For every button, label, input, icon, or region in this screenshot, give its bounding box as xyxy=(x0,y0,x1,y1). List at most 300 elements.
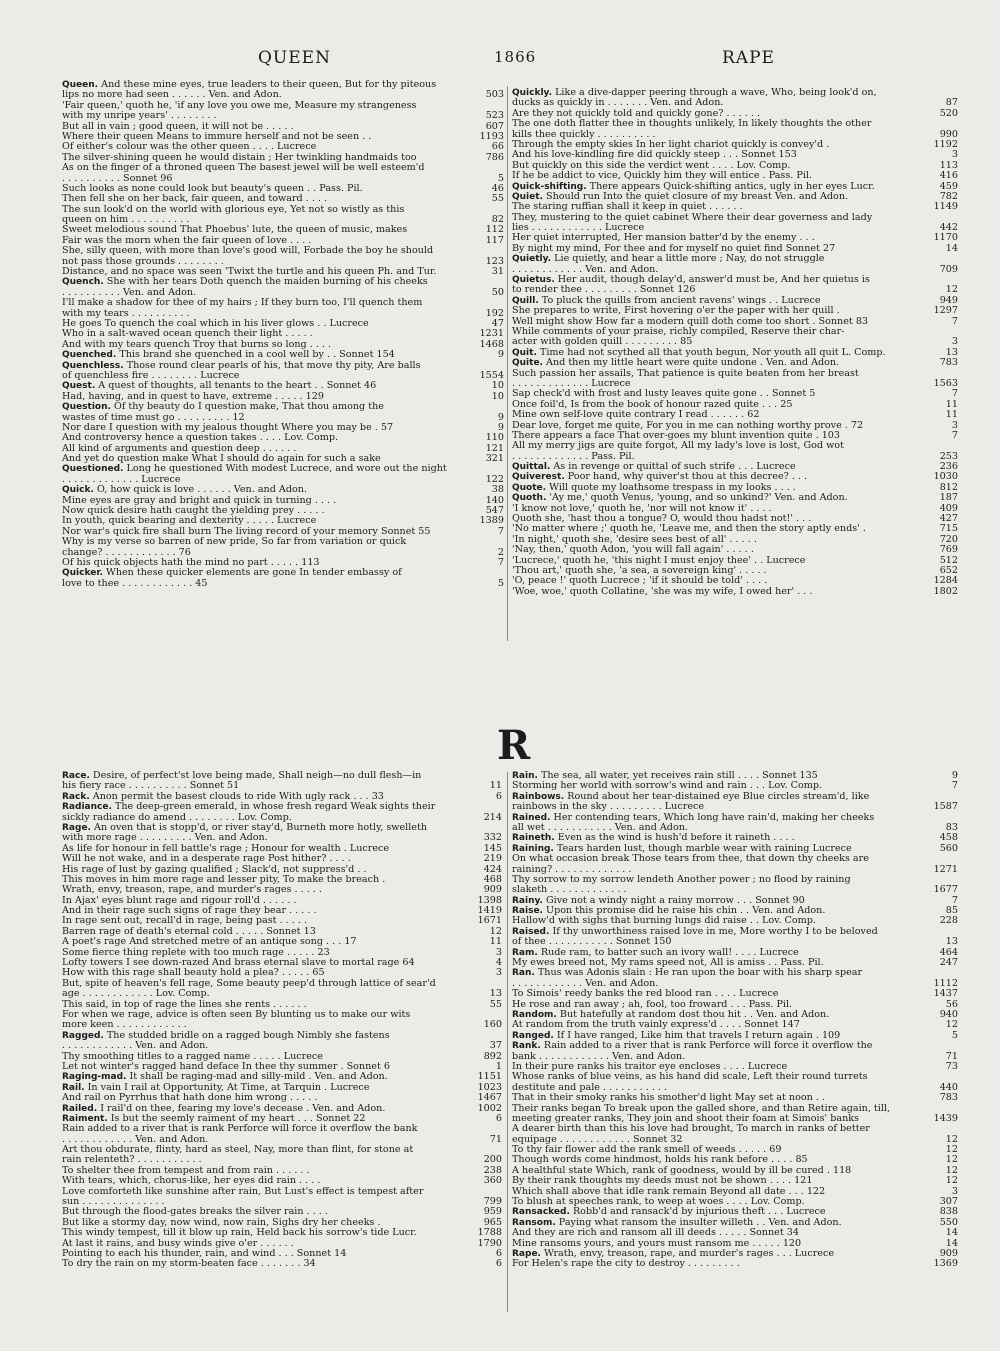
entry-text: At last it rains, and busy winds give o'er . . . . . . xyxy=(62,1238,294,1249)
entry-text: In their pure ranks his traitor eye encloses . . . . Lucrece xyxy=(512,1061,788,1072)
index-entry-line xyxy=(62,527,504,537)
line-reference-number: 140 xyxy=(485,494,504,506)
line-reference-number: 782 xyxy=(939,190,958,202)
index-entry-line xyxy=(512,576,958,586)
line-reference-number: 6 xyxy=(495,1258,502,1270)
line-reference-number: 940 xyxy=(939,1008,958,1020)
entry-text: At random from the truth vainly express'd . . . . Sonnet 147 xyxy=(512,1020,800,1031)
index-entry-line xyxy=(512,792,958,802)
line-reference-number: 10 xyxy=(491,380,504,392)
index-entry-line xyxy=(62,1114,502,1124)
entry-text: Random. But hatefully at random dost thou hit . . Ven. and Adon. xyxy=(512,1009,830,1020)
index-entry-line xyxy=(512,1207,958,1217)
index-entry-line xyxy=(62,1239,502,1249)
entry-text: All my merry jigs are quite forgot, All my lady's love is lost, God wot xyxy=(512,441,844,452)
index-entry-line xyxy=(512,410,958,420)
line-reference-number: 247 xyxy=(939,957,958,969)
running-head-left: QUEEN xyxy=(258,48,331,68)
line-reference-number: 427 xyxy=(939,513,958,525)
index-entry-line xyxy=(62,454,504,464)
line-reference-number: 7 xyxy=(951,388,958,400)
index-entry-line xyxy=(512,885,958,895)
line-reference-number: 512 xyxy=(939,554,958,566)
entry-text: Quiverest. Poor hand, why quiver'st thou at this decree? . . . xyxy=(512,472,808,483)
index-entry-line xyxy=(512,896,958,906)
index-entry-line xyxy=(62,896,502,906)
headword: Ransacked. xyxy=(512,1207,570,1218)
index-entry-line xyxy=(62,101,504,111)
line-reference-number: 85 xyxy=(945,905,958,917)
line-reference-number: 3 xyxy=(951,419,958,431)
index-entry-line xyxy=(62,392,504,402)
index-entry-line xyxy=(62,958,502,968)
entry-text: With tears, which, chorus-like, her eyes did rain . . . . xyxy=(62,1176,321,1187)
line-reference-number: 652 xyxy=(939,564,958,576)
entry-text: Well might show How far a modern quill doth come too short . Sonnet 83 xyxy=(512,316,869,327)
line-reference-number: 12 xyxy=(945,1019,958,1031)
index-entry-line xyxy=(62,1031,502,1041)
column-race xyxy=(62,771,502,1270)
entry-text: 'In night,' quoth she, 'desire sees best of all' . . . . . xyxy=(512,534,757,545)
line-reference-number: 3 xyxy=(495,967,502,979)
entry-text: In rage sent out, recall'd in rage, being past . . . . . xyxy=(62,916,308,927)
line-reference-number: 503 xyxy=(485,89,504,101)
index-entry-line xyxy=(62,309,504,319)
headword: Quest. xyxy=(62,381,96,392)
index-entry-line xyxy=(512,1020,958,1030)
entry-text: The staring ruffian shall it keep in quiet . . . . . . xyxy=(512,202,743,213)
entry-text: meeting greater ranks, They join and shoot their foam at Simois' banks xyxy=(512,1113,859,1124)
index-entry-line xyxy=(62,1104,502,1114)
index-entry-line xyxy=(62,1010,502,1020)
index-entry-line xyxy=(512,369,958,379)
entry-text: To shelter thee from tempest and from rain . . . . . . xyxy=(62,1165,310,1176)
line-reference-number: 253 xyxy=(939,450,958,462)
entry-text: Quittal. As in revenge or quittal of such strife . . . Lucrece xyxy=(512,462,796,473)
line-reference-number: 122 xyxy=(485,473,504,485)
entry-text: slaketh . . . . . . . . . . . . . xyxy=(512,885,627,896)
index-entry-line xyxy=(512,514,958,524)
headword: Rainbows. xyxy=(512,791,565,802)
index-entry-line xyxy=(512,483,958,493)
index-entry-line xyxy=(512,566,958,576)
index-entry-line xyxy=(62,968,502,978)
index-entry-line xyxy=(512,823,958,833)
index-entry-line xyxy=(62,537,504,547)
line-reference-number: 47 xyxy=(491,317,504,329)
entry-text: Ran. Thus was Adonis slain : He ran upon the boar with his sharp spear xyxy=(512,968,863,979)
headword: Rain. xyxy=(512,771,538,781)
line-reference-number: 192 xyxy=(485,307,504,319)
line-reference-number: 55 xyxy=(489,998,502,1010)
line-reference-number: 965 xyxy=(483,1216,502,1228)
entry-text: Distance, and no space was seen 'Twixt the turtle and his queen Ph. and Tur. xyxy=(62,267,437,278)
line-reference-number: 11 xyxy=(489,936,502,948)
index-entry-line xyxy=(62,329,504,339)
entry-text: Barren rage of death's eternal cold . . . . . Sonnet 13 xyxy=(62,926,316,937)
index-entry-line xyxy=(62,205,504,215)
entry-text: To thy fair flower add the rank smell of weeds . . . . . 69 xyxy=(512,1145,782,1156)
entry-text: Hallow'd with sighs that burning lungs did raise . . Lov. Comp. xyxy=(512,916,816,927)
entry-text: Mine own self-love quite contrary I read . . . . . . 62 xyxy=(512,410,760,421)
index-entry-line xyxy=(62,885,502,895)
headword: Ragged. xyxy=(62,1030,104,1041)
headword: Quenched. xyxy=(62,350,117,361)
entry-text: Radiance. The deep-green emerald, in whose fresh regard Weak sights their xyxy=(62,802,436,813)
entry-text: That in their smoky ranks his smother'd light May set at noon . . xyxy=(512,1093,826,1104)
entry-text: But quickly on this side the verdict went . . . . Lov. Comp. xyxy=(512,160,791,171)
line-reference-number: 523 xyxy=(485,110,504,122)
index-entry-line xyxy=(512,1010,958,1020)
index-entry-line xyxy=(62,579,504,589)
headword: Questioned. xyxy=(62,464,124,475)
index-entry-line xyxy=(512,192,958,202)
line-reference-number: 440 xyxy=(939,1081,958,1093)
entry-text: A healthful state Which, rank of goodness, would by ill be cured . 118 xyxy=(512,1165,852,1176)
entry-text: Quest. A quest of thoughts, all tenants to the heart . . Sonnet 46 xyxy=(62,381,377,392)
index-entry-line xyxy=(512,441,958,451)
entry-text: acter with golden quill . . . . . . . . . 85 xyxy=(512,337,693,348)
entry-text: Storming her world with sorrow's wind and rain . . . Lov. Comp. xyxy=(512,781,823,792)
index-entry-line xyxy=(62,215,504,225)
index-entry-line xyxy=(62,257,504,267)
index-entry-line xyxy=(62,1062,502,1072)
index-entry-line xyxy=(512,813,958,823)
entry-text: Quietus. Her audit, though delay'd, answer'd must be, And her quietus is xyxy=(512,275,870,286)
entry-text: Quite. And then my little heart were quite undone . Ven. and Adon. xyxy=(512,358,840,369)
index-entry-line xyxy=(512,1228,958,1238)
index-entry-line xyxy=(62,464,504,474)
column-divider-top xyxy=(507,86,508,641)
entry-text: The silver-shining queen he would distain ; Her twinkling handmaids too xyxy=(62,152,417,163)
line-reference-number: 117 xyxy=(485,234,504,246)
headword: Quiverest. xyxy=(512,472,565,483)
entry-text: 'Woe, woe,' quoth Collatine, 'she was my wife, I owed her' . . . xyxy=(512,586,813,597)
index-entry-line xyxy=(512,400,958,410)
index-entry-line xyxy=(62,844,502,854)
line-reference-number: 360 xyxy=(483,1175,502,1187)
entry-text: Such passion her assails, That patience is quite beaten from her breast xyxy=(512,368,859,379)
line-reference-number: 459 xyxy=(939,180,958,192)
headword: Ram. xyxy=(512,947,538,958)
line-reference-number: 12 xyxy=(945,284,958,296)
line-reference-number: 1151 xyxy=(477,1071,502,1083)
index-entry-line xyxy=(62,813,502,823)
line-reference-number: 783 xyxy=(939,1092,958,1104)
entry-text: raining? . . . . . . . . . . . . . xyxy=(512,864,632,875)
headword: Rank. xyxy=(512,1041,541,1052)
index-entry-line xyxy=(62,122,504,132)
entry-text: Her quiet interrupted, Her mansion batter'd by the enemy . . . xyxy=(512,233,815,244)
index-entry-line xyxy=(512,1114,958,1124)
index-entry-line xyxy=(512,254,958,264)
headword: Queen. xyxy=(62,80,99,90)
line-reference-number: 6 xyxy=(495,1112,502,1124)
line-reference-number: 464 xyxy=(939,946,958,958)
headword: Quick. xyxy=(62,485,94,496)
entry-text: Quiet. Should run Into the quiet closure of my breast Ven. and Adon. xyxy=(512,191,849,202)
entry-text: But all in vain ; good queen, it will not be . . . . . xyxy=(62,121,294,132)
headword: Ranged. xyxy=(512,1030,554,1041)
index-entry-line xyxy=(512,389,958,399)
index-entry-line xyxy=(62,132,504,142)
index-entry-line xyxy=(512,545,958,555)
entry-text: Will he not wake, and in a desperate rage Post hither? . . . . xyxy=(62,854,351,865)
entry-text: And they are rich and ransom all ill deeds . . . . . Sonnet 34 xyxy=(512,1228,799,1239)
headword: Raise. xyxy=(512,906,543,917)
index-entry-line xyxy=(62,1197,502,1207)
entry-text: Pointing to each his thunder, rain, and wind . . . Sonnet 14 xyxy=(62,1248,347,1259)
line-reference-number: 7 xyxy=(497,525,504,537)
headword: Question. xyxy=(62,402,111,413)
entry-text: sun . . . . . . . . . . . . . . xyxy=(62,1197,165,1208)
line-reference-number: 9 xyxy=(497,421,504,433)
index-entry-line xyxy=(62,267,504,277)
line-reference-number: 37 xyxy=(489,1040,502,1052)
entry-text: equipage . . . . . . . . . . . . Sonnet 32 xyxy=(512,1134,683,1145)
index-entry-line xyxy=(62,402,504,412)
index-entry-line xyxy=(512,865,958,875)
entry-text: Ragged. The studded bridle on a ragged bough Nimbly she fastens xyxy=(62,1030,390,1041)
line-reference-number: 709 xyxy=(939,263,958,275)
line-reference-number: 228 xyxy=(939,915,958,927)
entry-text: change? . . . . . . . . . . . . 76 xyxy=(62,547,191,558)
entry-text: And in their rage such signs of rage they bear . . . . . xyxy=(62,906,317,917)
entry-text: This moves in him more rage and lesser pity, To make the breach . xyxy=(62,874,386,885)
line-reference-number: 9 xyxy=(951,771,958,781)
index-entry-line xyxy=(62,548,504,558)
entry-text: Who in a salt-waved ocean quench their light . . . . . xyxy=(62,329,313,340)
index-entry-line xyxy=(62,865,502,875)
entry-text: Nor dare I question with my jealous thought Where you may be . 57 xyxy=(62,422,394,433)
line-reference-number: 1802 xyxy=(933,585,958,597)
entry-text: destitute and pale . . . . . . . . . . . xyxy=(512,1082,668,1093)
index-entry-line xyxy=(62,1072,502,1082)
section-letter: R xyxy=(497,722,531,769)
line-reference-number: 7 xyxy=(497,556,504,568)
column-quickly xyxy=(512,88,958,597)
index-entry-line xyxy=(512,296,958,306)
entry-text: Quench. She with her tears Doth quench the maiden burning of his cheeks xyxy=(62,277,428,288)
line-reference-number: 1192 xyxy=(933,138,958,150)
index-entry-line xyxy=(512,802,958,812)
index-entry-line xyxy=(512,182,958,192)
entry-text: lies . . . . . . . . . . . . Lucrece xyxy=(512,223,645,234)
line-reference-number: 1030 xyxy=(933,471,958,483)
index-entry-line xyxy=(62,1207,502,1217)
line-reference-number: 71 xyxy=(945,1050,958,1062)
index-entry-line xyxy=(512,1000,958,1010)
index-entry-line xyxy=(62,781,502,791)
index-entry-line xyxy=(62,413,504,423)
entry-text: Fair was the morn when the fair queen of love . . . . xyxy=(62,235,312,246)
line-reference-number: 1468 xyxy=(479,338,504,350)
line-reference-number: 13 xyxy=(945,346,958,358)
line-reference-number: 1419 xyxy=(477,905,502,917)
headword: Quoth. xyxy=(512,493,547,504)
entry-text: Then fell she on her back, fair queen, and toward . . . . xyxy=(62,194,328,205)
index-entry-line xyxy=(512,223,958,233)
entry-text: And controversy hence a question takes . . . . Lov. Comp. xyxy=(62,433,339,444)
index-entry-line xyxy=(512,109,958,119)
index-entry-line xyxy=(512,1041,958,1051)
entry-text: wastes of time must go . . . . . . . . . 12 xyxy=(62,412,245,423)
entry-text: In Ajax' eyes blunt rage and rigour roll'd . . . . . . xyxy=(62,895,297,906)
entry-text: Rage. An oven that is stopp'd, or river stay'd, Burneth more hotly, swelleth xyxy=(62,822,428,833)
headword: Rainy. xyxy=(512,895,543,906)
entry-text: The one doth flatter thee in thoughts unlikely, In likely thoughts the other xyxy=(512,119,872,130)
entry-text: Thy sorrow to my sorrow lendeth Another power ; no flood by raining xyxy=(512,874,851,885)
index-entry-line xyxy=(62,506,504,516)
index-entry-line xyxy=(512,171,958,181)
index-entry-line xyxy=(62,1249,502,1259)
headword: Raining. xyxy=(512,843,554,854)
line-reference-number: 110 xyxy=(485,432,504,444)
index-entry-line xyxy=(62,823,502,833)
index-entry-line xyxy=(62,1124,502,1134)
headword: Radiance. xyxy=(62,802,112,813)
index-entry-line xyxy=(512,88,958,98)
headword: Rage. xyxy=(62,822,91,833)
headword: Quickly. xyxy=(512,88,553,98)
column-divider-bottom xyxy=(507,772,508,1312)
line-reference-number: 112 xyxy=(485,224,504,236)
index-entry-line xyxy=(62,433,504,443)
entry-text: If he be addict to vice, Quickly him they will entice . Pass. Pil. xyxy=(512,171,813,182)
index-entry-line xyxy=(62,516,504,526)
line-reference-number: 1284 xyxy=(933,575,958,587)
entry-text: Rained. Her contending tears, Which long have rain'd, making her cheeks xyxy=(512,812,875,823)
index-entry-line xyxy=(512,844,958,854)
index-entry-line xyxy=(512,1166,958,1176)
entry-text: While comments of your praise, richly compiled, Reserve their char- xyxy=(512,326,845,337)
index-entry-line xyxy=(512,493,958,503)
index-entry-line xyxy=(512,989,958,999)
entry-text: love to thee . . . . . . . . . . . . 45 xyxy=(62,578,208,589)
index-entry-line xyxy=(512,781,958,791)
entry-text: Thy smoothing titles to a ragged name . . . . . Lucrece xyxy=(62,1051,323,1062)
line-reference-number: 442 xyxy=(939,222,958,234)
entry-text: On what occasion break Those tears from thee, that down thy cheeks are xyxy=(512,854,869,865)
line-reference-number: 1389 xyxy=(479,515,504,527)
entry-text: Some fierce thing replete with too much rage . . . . . 23 xyxy=(62,947,330,958)
index-entry-line xyxy=(512,906,958,916)
entry-text: Raging-mad. It shall be raging-mad and silly-mild . Ven. and Adon. xyxy=(62,1072,388,1083)
entry-text: Queen. And these mine eyes, true leaders to their queen, But for thy piteous xyxy=(62,80,437,90)
index-entry-line xyxy=(512,98,958,108)
index-entry-line xyxy=(62,246,504,256)
entry-text: . . . . . . . . . . . . Ven. and Adon. xyxy=(62,1134,209,1145)
line-reference-number: 409 xyxy=(939,502,958,514)
index-entry-line xyxy=(62,153,504,163)
index-entry-line xyxy=(62,1083,502,1093)
index-entry-line xyxy=(512,1135,958,1145)
entry-text: Rain added to a river that is rank Perforce will force it overflow the bank xyxy=(62,1124,418,1135)
index-entry-line xyxy=(62,184,504,194)
index-entry-line xyxy=(512,265,958,275)
entry-text: This windy tempest, till it blow up rain, Held back his sorrow's tide Lucr. xyxy=(62,1228,417,1239)
index-entry-line xyxy=(512,556,958,566)
index-entry-line xyxy=(512,958,958,968)
headword: Quittal. xyxy=(512,462,551,473)
index-entry-line xyxy=(512,1093,958,1103)
index-entry-line xyxy=(512,1239,958,1249)
entry-text: . . . . . . . . . . . . Ven. and Adon. xyxy=(62,1041,209,1052)
entry-text: He goes To quench the coal which in his liver glows . . Lucrece xyxy=(62,318,369,329)
entry-text: My ewes breed not, My rams speed not, All is amiss . . Pass. Pil. xyxy=(512,958,824,969)
entry-text: of thee . . . . . . . . . . . Sonnet 150 xyxy=(512,937,672,948)
index-entry-line xyxy=(62,989,502,999)
headword: Raging-mad. xyxy=(62,1072,127,1083)
line-reference-number: 113 xyxy=(939,159,958,171)
entry-text: There appears a face That over-goes my blunt invention quite . 103 xyxy=(512,430,841,441)
entry-text: Ransom. Paying what ransom the insulter willeth . . Ven. and Adon. xyxy=(512,1217,842,1228)
entry-text: By their rank thoughts my deeds must not be shown . . . . 121 xyxy=(512,1176,813,1187)
line-reference-number: 6 xyxy=(495,1247,502,1259)
entry-text: all wet . . . . . . . . . . . Ven. and Adon. xyxy=(512,822,688,833)
line-reference-number: 3 xyxy=(495,946,502,958)
index-entry-line xyxy=(62,298,504,308)
index-entry-line xyxy=(512,202,958,212)
entry-text: A poet's rage And stretched metre of an antique song . . . 17 xyxy=(62,937,357,948)
line-reference-number: 1023 xyxy=(477,1081,502,1093)
index-entry-line xyxy=(62,80,504,90)
entry-text: rain relenteth? . . . . . . . . . . . xyxy=(62,1155,202,1166)
index-entry-line xyxy=(512,317,958,327)
line-reference-number: 1112 xyxy=(933,977,958,989)
entry-text: Where their queen Means to immure herself and not be seen . . xyxy=(62,131,372,142)
entry-text: Which shall above that idle rank remain Beyond all date . . . 122 xyxy=(512,1186,826,1197)
headword: Ran. xyxy=(512,968,535,979)
entry-text: Quit. Time had not scythed all that youth begun, Nor youth all quit L. Comp. xyxy=(512,347,886,358)
entry-text: She prepares to write, First hovering o'er the paper with her quill . xyxy=(512,306,840,317)
index-entry-line xyxy=(62,1218,502,1228)
headword: Railed. xyxy=(62,1103,98,1114)
index-entry-line xyxy=(512,1145,958,1155)
entry-text: 'O, peace !' quoth Lucrece ; 'if it should be told' . . . . xyxy=(512,576,768,587)
entry-text: And rail on Pyrrhus that hath done him wrong . . . . . xyxy=(62,1093,318,1104)
entry-text: To Simois' reedy banks the red blood ran . . . . Lucrece xyxy=(512,989,779,1000)
index-entry-line xyxy=(512,968,958,978)
line-reference-number: 892 xyxy=(483,1050,502,1062)
line-reference-number: 12 xyxy=(945,1175,958,1187)
headword: Quick-shifting. xyxy=(512,181,587,192)
line-reference-number: 11 xyxy=(945,398,958,410)
index-entry-line xyxy=(62,381,504,391)
line-reference-number: 769 xyxy=(939,544,958,556)
entry-text: . . . . . . . . . . Ven. and Adon. xyxy=(62,287,197,298)
line-reference-number: 12 xyxy=(945,1154,958,1166)
line-reference-number: 5 xyxy=(497,172,504,184)
index-entry-line xyxy=(62,906,502,916)
entry-text: Art thou obdurate, flinty, hard as steel, Nay, more than flint, for stone at xyxy=(62,1145,414,1156)
line-reference-number: 11 xyxy=(945,409,958,421)
line-reference-number: 1398 xyxy=(477,894,502,906)
line-reference-number: 160 xyxy=(483,1019,502,1031)
index-entry-line xyxy=(512,1104,958,1114)
index-entry-line xyxy=(512,452,958,462)
entry-text: Raineth. Even as the wind is hush'd before it raineth . . . . xyxy=(512,833,795,844)
index-entry-line xyxy=(512,1176,958,1186)
entry-text: The sun look'd on the world with glorious eye, Yet not so wistly as this xyxy=(62,204,405,215)
index-entry-line xyxy=(512,1031,958,1041)
line-reference-number: 1002 xyxy=(477,1102,502,1114)
index-entry-line xyxy=(512,130,958,140)
index-entry-line xyxy=(512,1155,958,1165)
line-reference-number: 145 xyxy=(483,842,502,854)
entry-text: lips no more had seen . . . . . . Ven. and Adon. xyxy=(62,90,282,101)
entry-text: How with this rage shall beauty hold a plea? . . . . . 65 xyxy=(62,968,325,979)
